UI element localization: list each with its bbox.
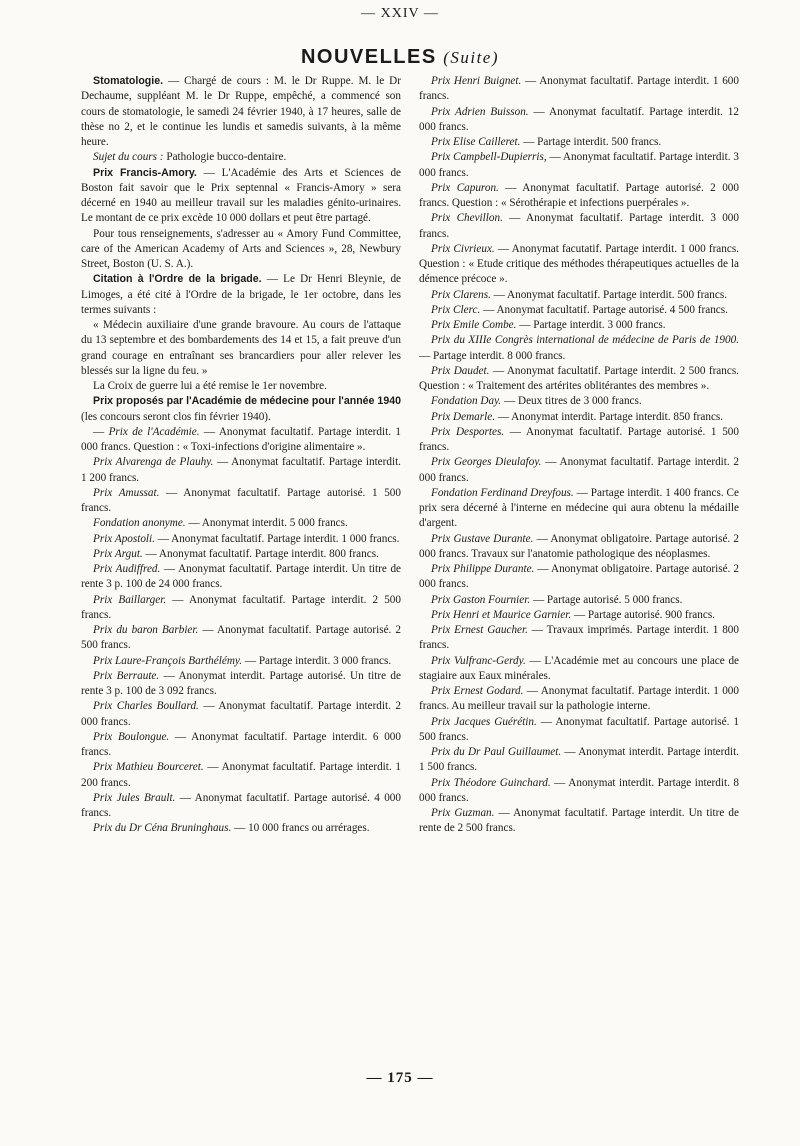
entry-text: — Le Dr Henri Bleynie, de Limoges, a été cité à l'Ordre de la brigade, le 1er octobre, dans les termes suivants :: [81, 273, 401, 316]
prize-name: Prix Guzman.: [431, 807, 495, 819]
entry-text: — Anonymat facultatif. Partage interdit. 3 000 francs.: [419, 212, 739, 240]
prize-name: Prix Clarens.: [431, 288, 491, 301]
entry-text: Pathologie bucco-dentaire.: [163, 151, 287, 164]
entry-text: — Anonymat facutatif. Partage interdit. 1 000 francs. Question : « Etude critique des méthodes thérapeutiques actuelles de la démence précoce ».: [419, 242, 739, 286]
heading-suite: (Suite): [443, 48, 500, 67]
paragraph: [419, 74, 739, 105]
prize-name: Fondation Day.: [431, 395, 502, 408]
entry-title: Citation à l'Ordre de la brigade.: [93, 273, 262, 286]
entry-text: — Anonymat interdit. Partage interdit. 1 500 francs.: [419, 746, 739, 774]
entry-text: — Anonymat facultatif. Partage interdit. 500 francs.: [490, 288, 727, 301]
entry-text: — L'Académie des Arts et Sciences de Boston fait savoir que le Prix septennal « Francis-Amory » sera décerné en 1940 au meilleur travail sur les maladies génito-urinaires. Le montant de ce prix excède 10 000 dollars et peut être partagé.: [81, 166, 401, 225]
entry-text: — Anonymat facultatif. Partage interdit. 1 000 francs.: [154, 532, 400, 545]
prize-name: Fondation anonyme.: [93, 517, 186, 530]
entry-text: — Anonymat interdit. 5 000 francs.: [185, 517, 348, 530]
entry-title: Prix proposés par l'Académie de médecine pour l'année 1940: [93, 395, 401, 408]
page-roman-numeral: — XXIV —: [361, 6, 439, 21]
paragraph: [419, 211, 739, 242]
entry-text: — Anonymat facultatif. Partage interdit. Un titre de rente 3 p. 100 de 24 000 francs.: [81, 563, 401, 591]
prize-name: Prix Théodore Guinchard.: [431, 776, 551, 789]
entry-text: — Anonymat facultatif. Partage interdit. 1 200 francs.: [81, 456, 401, 484]
paragraph: [81, 394, 401, 425]
paragraph: [419, 623, 739, 654]
entry-text: — L'Académie met au concours une place de stagiaire aux Eaux minérales.: [419, 654, 739, 682]
paragraph: [81, 166, 401, 227]
paragraph: [419, 242, 739, 288]
prize-name: Prix Jules Brault.: [93, 791, 176, 804]
prize-name: Prix du Dr Céna Bruninghaus.: [93, 822, 232, 835]
entry-text: — Partage autorisé. 5 000 francs.: [530, 593, 683, 606]
entry-text: — Deux titres de 3 000 francs.: [501, 395, 642, 408]
prize-name: Prix Civrieux.: [431, 242, 495, 255]
paragraph: [81, 593, 401, 624]
prize-name: Prix Philippe Durante.: [431, 563, 535, 575]
entry-text: — Anonymat facultatif. Partage interdit. 2 500 francs. Question : « Traitement des artérites oblitérantes des membres ».: [419, 364, 739, 392]
entry-text: — Anonymat interdit. Partage interdit. 8 000 francs.: [419, 776, 739, 804]
prize-name: Prix Henri et Maurice Garnier.: [431, 608, 572, 621]
paragraph: [419, 318, 739, 333]
entry-text: — Anonymat obligatoire. Partage autorisé. 2 000 francs.: [419, 563, 739, 591]
page-number: — 175 —: [366, 1070, 434, 1086]
prize-name: Prix Gustave Durante.: [431, 532, 534, 545]
entry-text: — Anonymat facultatif. Partage interdit. 2 000 francs.: [81, 700, 401, 728]
paragraph: [81, 227, 401, 273]
paragraph: [81, 669, 401, 700]
entry-title: Prix Francis-Amory.: [93, 166, 197, 179]
entry-text: — Travaux imprimés. Partage interdit. 1 800 francs.: [419, 624, 739, 652]
entry-text: — Anonymat interdit. Partage interdit. 850 francs.: [495, 410, 724, 423]
entry-text: — Anonymat facultatif. Partage interdit. 3 000 francs.: [419, 151, 739, 179]
entry-text: — Partage interdit. 500 francs.: [520, 136, 662, 148]
prize-name: Prix Charles Boullard.: [93, 700, 199, 713]
prize-name: Prix Desportes.: [431, 425, 505, 438]
paragraph: [81, 379, 401, 394]
entry-text: — Anonymat interdit. Partage autorisé. Un titre de rente 3 p. 100 de 3 092 francs.: [81, 669, 401, 697]
prize-name: Prix du Dr Paul Guillaumet.: [431, 746, 562, 758]
prize-name: Prix Alvarenga de Plauhy.: [93, 456, 214, 469]
paragraph: [419, 608, 739, 623]
paragraph: [81, 654, 401, 669]
entry-text: — Anonymat facultatif. Partage autorisé. 1 500 francs.: [419, 425, 739, 453]
entry-title: Stomatologie.: [93, 75, 164, 87]
prize-name: Prix Henri Buignet.: [431, 75, 522, 87]
paragraph: [81, 455, 401, 486]
prize-name: Prix Gaston Fournier.: [431, 593, 531, 606]
paragraph: [419, 150, 739, 181]
entry-text: — Partage autorisé. 900 francs.: [571, 608, 715, 621]
entry-text: — Anonymat facultatif. Partage interdit. 12 000 francs.: [419, 105, 739, 133]
entry-text: — Anonymat facultatif. Partage interdit. 800 francs.: [142, 547, 379, 560]
paragraph: [419, 410, 739, 425]
prize-name: Prix Berraute.: [93, 669, 160, 682]
prize-name: Prix du XIIIe Congrès international de médecine de Paris de 1900.: [431, 334, 739, 347]
entry-text: (les concours seront clos fin février 1940).: [81, 410, 271, 423]
prize-name: Prix Adrien Buisson.: [431, 105, 529, 118]
entry-text: — Anonymat facultatif. Partage interdit. 1 000 francs. Au meilleur travail sur la pathologie interne.: [419, 685, 739, 713]
section-heading: [0, 46, 800, 69]
entry-text: — Anonymat facultatif. Partage autorisé. 1 500 francs.: [81, 486, 401, 514]
entry-text: —: [93, 425, 109, 438]
prize-name: Prix Demarle.: [431, 410, 496, 423]
paragraph: [419, 745, 739, 776]
paragraph: [81, 486, 401, 517]
paragraph: [419, 288, 739, 303]
right-column: [419, 74, 739, 1059]
prize-name: Prix de l'Académie.: [108, 425, 200, 438]
paragraph: [81, 272, 401, 318]
entry-text: — Anonymat facultatif. Partage autorisé. 2 500 francs.: [81, 624, 401, 652]
paragraph: [419, 455, 739, 486]
paragraph: [419, 486, 739, 532]
entry-text: — Anonymat facultatif. Partage interdit. 1 000 francs. Question : « Toxi-infections d'origine alimentaire ».: [81, 425, 401, 453]
paragraph: [81, 150, 401, 165]
entry-text: — Anonymat facultatif. Partage autorisé. 2 000 francs. Question : « Sérothérapie et infections puerpérales ».: [419, 181, 739, 209]
prize-name: Prix Elise Cailleret.: [431, 136, 521, 148]
prize-name: Prix Emile Combe.: [431, 319, 517, 331]
paragraph: [419, 181, 739, 212]
entry-text: — Partage interdit. 8 000 francs.: [419, 349, 566, 362]
prize-name: Prix Laure-François Barthélémy.: [93, 654, 243, 667]
prize-name: Prix Jacques Guérétin.: [431, 715, 537, 728]
prize-name: Prix Capuron.: [431, 181, 499, 194]
entry-text: — Anonymat facultatif. Partage interdit. 2 500 francs.: [81, 593, 401, 621]
paragraph: [419, 715, 739, 746]
paragraph: [81, 699, 401, 730]
entry-text: — Chargé de cours : M. le Dr Ruppe. M. le Dr Dechaume, suppléant M. le Dr Ruppe, empêché, a commencé son cours de stomatologie, le samedi 24 février 1940, à 17 heures, salle de thèse no 2, et le continue les lundis et samedis suivants, à la même heure.: [81, 75, 401, 148]
prize-name: Prix Ernest Godard.: [431, 685, 524, 697]
prize-name: Fondation Ferdinand Dreyfous.: [431, 486, 574, 499]
entry-text: — Anonymat obligatoire. Partage autorisé. 2 000 francs. Travaux sur l'anatomie pathologique des néoplasmes.: [419, 532, 739, 560]
prize-name: Prix Ernest Gaucher.: [431, 624, 528, 636]
paragraph: [81, 532, 401, 547]
prize-name: Prix Chevillon.: [431, 212, 503, 225]
entry-text: « Médecin auxiliaire d'une grande bravoure. Au cours de l'attaque du 13 septembre et des bombardements des 14 et 15, a fait preuve d'un grand courage en entraînant ses brancardiers pour aller relever les blessés sur la ligne du feu. »: [81, 319, 401, 377]
prize-name: Prix Audiffred.: [93, 563, 161, 575]
paragraph: [81, 760, 401, 791]
paragraph: [81, 791, 401, 822]
paragraph: [419, 593, 739, 608]
entry-text: — Anonymat facultatif. Partage interdit. 1 600 francs.: [419, 75, 739, 103]
paragraph: [419, 425, 739, 456]
paragraph: [81, 730, 401, 761]
paragraph: [81, 516, 401, 531]
paragraph: [419, 654, 739, 685]
prize-name: Prix Mathieu Bourceret.: [93, 761, 204, 774]
entry-text: — Anonymat facultatif. Partage interdit. 2 000 francs.: [419, 456, 739, 484]
paragraph: [81, 623, 401, 654]
paragraph: [81, 425, 401, 456]
entry-text: — Anonymat facultatif. Partage interdit. Un titre de rente de 2 500 francs.: [419, 807, 739, 835]
heading-title: NOUVELLES: [300, 46, 437, 68]
paragraph: [419, 105, 739, 136]
paragraph: [81, 318, 401, 379]
prize-name: Prix Campbell-Dupierris,: [431, 151, 547, 164]
prize-name: Prix Amussat.: [93, 486, 160, 499]
entry-text: Pour tous renseignements, s'adresser au « Amory Fund Committee, care of the American Academy of Arts and Sciences », 28, Newbury Street, Boston (U. S. A.).: [81, 227, 401, 270]
prize-name: Sujet du cours :: [93, 151, 164, 164]
paragraph: [419, 394, 739, 409]
paragraph: [419, 532, 739, 563]
entry-text: — Anonymat facultatif. Partage autorisé. 1 500 francs.: [419, 715, 739, 743]
left-column: [81, 74, 401, 1059]
entry-text: — Anonymat facultatif. Partage interdit. 6 000 francs.: [81, 730, 401, 758]
paragraph: [81, 74, 401, 150]
paragraph: [419, 776, 739, 807]
paragraph: [419, 806, 739, 837]
prize-name: Prix Georges Dieulafoy.: [431, 456, 542, 469]
prize-name: Prix Vulfranc-Gerdy.: [431, 654, 526, 667]
entry-text: — Anonymat facultatif. Partage autorisé. 4 500 francs.: [480, 303, 728, 316]
entry-text: La Croix de guerre lui a été remise le 1er novembre.: [93, 380, 327, 392]
prize-name: Prix du baron Barbier.: [93, 624, 199, 636]
paragraph: [419, 364, 739, 395]
prize-name: Prix Daudet.: [431, 364, 490, 377]
entry-text: — Partage interdit. 3 000 francs.: [242, 654, 392, 667]
paragraph: [419, 303, 739, 318]
prize-name: Prix Clerc.: [431, 303, 481, 316]
entry-text: — Partage interdit. 1 400 francs. Ce prix sera décerné à l'interne en médecine qui aura obtenu la médaille d'argent.: [419, 486, 739, 530]
paragraph: [419, 135, 739, 150]
paragraph: [419, 562, 739, 593]
paragraph: [81, 562, 401, 593]
entry-text: — Partage interdit. 3 000 francs.: [516, 319, 666, 331]
paragraph: [81, 821, 401, 836]
prize-name: Prix Boulongue.: [93, 730, 170, 743]
prize-name: Prix Baillarger.: [93, 593, 167, 606]
entry-text: — 10 000 francs ou arrérages.: [231, 822, 370, 835]
paragraph: [81, 547, 401, 562]
prize-name: Prix Apostoli.: [93, 532, 155, 545]
entry-text: — Anonymat facultatif. Partage autorisé. 4 000 francs.: [81, 791, 401, 819]
entry-text: — Anonymat facultatif. Partage interdit. 1 200 francs.: [81, 761, 401, 789]
paragraph: [419, 333, 739, 364]
prize-name: Prix Argut.: [93, 547, 143, 560]
paragraph: [419, 684, 739, 715]
